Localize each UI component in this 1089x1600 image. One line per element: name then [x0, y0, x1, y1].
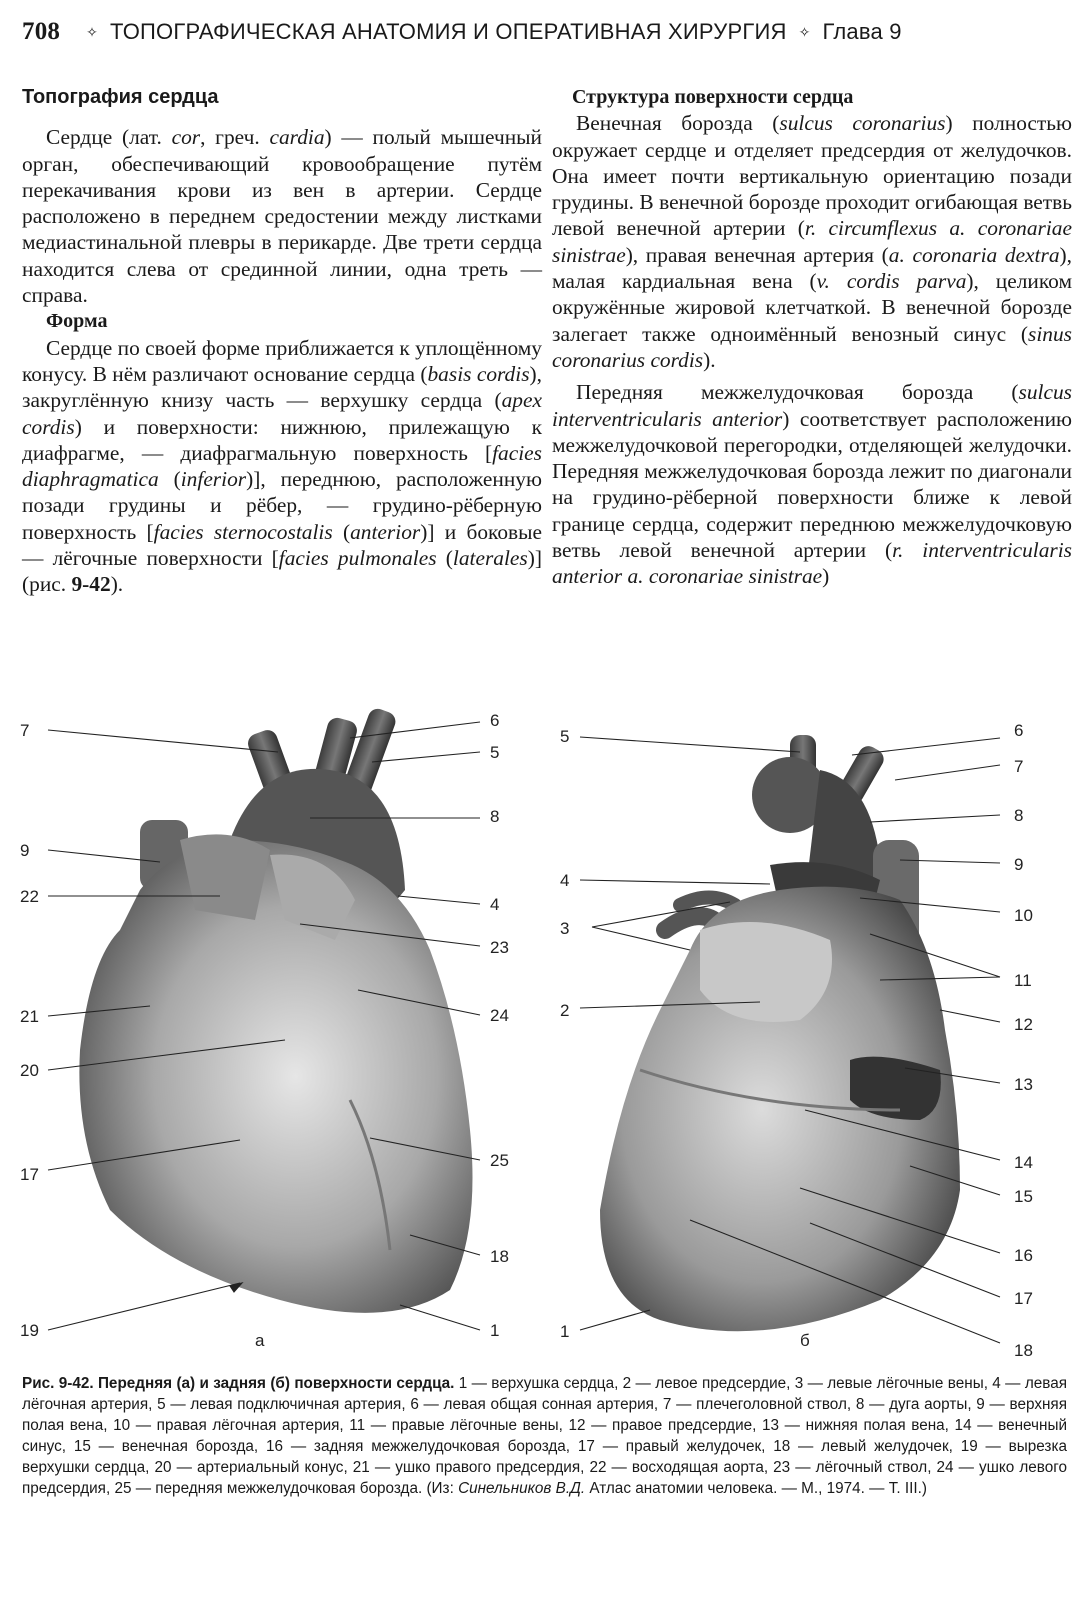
- caption-source-author: Синельников В.Д.: [458, 1480, 586, 1497]
- page-header: [22, 18, 1049, 58]
- label-b-12: 12: [1014, 1015, 1033, 1034]
- label-a-18: 18: [490, 1247, 509, 1266]
- label-b-14: 14: [1014, 1153, 1033, 1172]
- label-b-6: 6: [1014, 721, 1024, 740]
- label-a-21: 21: [20, 1007, 39, 1026]
- subsection-title-form: Форма: [46, 310, 108, 333]
- subsection-title-surface: Структура поверхности сердца: [572, 86, 854, 108]
- paragraph-heart-form: Сердце по своей форме приближается к уплощённому конусу. В нём различают основание сердца (basis cordis), закруглённую книзу часть — верхушку сердца (apex cordis) и поверхности: нижнюю, прилежащую к диафрагме, — диафрагмальную поверхность [facies diaphragmatica (inferior)], переднюю, расположенную позади грудины и рёбер, — грудино-рёберную поверхность [facies sternocostalis (anterior)] и боковые — лёгочные поверхности [facies pulmonales (laterales)] (рис. 9-42).: [22, 335, 543, 597]
- caption-title: Рис. 9-42. Передняя (а) и задняя (б) поверхности сердца.: [22, 1375, 455, 1392]
- figure-caption: [22, 1373, 1067, 1499]
- paragraph-heart-topography: Сердце (лат. cor, греч. cardia) — полый мышечный орган, обеспечивающий кровообращение путём перекачивания крови из вен в артерии. Сердце расположено в переднем средостении между листками медиастинальной плевры в перикарде. Две трети сердца находится слева от срединной линии, одна треть — справа.: [22, 125, 542, 308]
- label-a-19: 19: [20, 1321, 39, 1340]
- diamond-icon: ✧: [86, 24, 99, 40]
- paragraph-interventricular-sulcus: Передняя межжелудочковая борозда (sulcus interventricularis anterior) соответствует расположению межжелудочковой перегородки, отделяющей желудочки. Передняя межжелудочковая борозда лежит по диагонали на грудино-рёберной поверхности ближе к левой границе сердца, содержит переднюю межжелудочковую ветвь левой венечной артерии (r. interventricularis anterior a. coronariae sinistrae): [552, 380, 1072, 589]
- label-b-17: 17: [1014, 1289, 1033, 1308]
- label-b-8: 8: [1014, 806, 1024, 825]
- label-b-15: 15: [1014, 1187, 1033, 1206]
- right-column: [552, 84, 1072, 590]
- caption-text: 1 — верхушка сердца, 2 — левое предсердие, 3 — левые лёгочные вены, 4 — левая лёгочная артерия, 5 — левая подключичная артерия, 6 — левая общая сонная артерия, 7 — плечеголовной ствол, 8 — дуга аорты, 9 — верхняя полая вена, 10 — правая лёгочная артерия, 11 — правые лёгочные вены, 12 — правое предсердие, 13 — нижняя полая вена, 14 — венечный синус, 15 — венечная борозда, 16 — задняя межжелудочковая борозда, 17 — правый желудочек, 18 — левый желудочек, 19 — вырезка верхушки сердца, 20 — артериальный конус, 21 — ушко правого предсердия, 22 — восходящая аорта, 23 — лёгочный ствол, 24 — ушко левого предсердия, 25 — передняя межжелудочковая борозда. (Из:: [22, 1375, 1067, 1497]
- page-number: 708: [22, 18, 61, 45]
- panel-b-letter: б: [800, 1331, 810, 1350]
- label-b-2: 2: [560, 1001, 570, 1020]
- label-a-17: 17: [20, 1165, 39, 1184]
- running-title: ТОПОГРАФИЧЕСКАЯ АНАТОМИЯ И ОПЕРАТИВНАЯ ХИРУРГИЯ: [110, 19, 787, 44]
- label-b-4: 4: [560, 871, 570, 890]
- label-b-11: 11: [1014, 971, 1032, 990]
- left-column: [22, 84, 542, 598]
- label-b-3: 3: [560, 919, 570, 938]
- label-a-24: 24: [490, 1006, 509, 1025]
- label-b-7: 7: [1014, 757, 1024, 776]
- panel-a-letter: а: [255, 1331, 265, 1350]
- label-b-13: 13: [1014, 1075, 1033, 1094]
- label-a-25: 25: [490, 1151, 509, 1170]
- label-a-6: 6: [490, 711, 500, 730]
- chapter-label: Глава 9: [822, 19, 902, 44]
- caption-source: Атлас анатомии человека. — М., 1974. — Т. III.): [585, 1480, 927, 1497]
- paragraph-coronary-sulcus: Венечная борозда (sulcus coronarius) полностью окружает сердце и отделяет предсердия от желудочков. Она имеет почти вертикальную ориентацию позади грудины. В венечной борозде проходит огибающая ветвь левой венечной артерии (r. circumflexus a. coronariae sinistrae), правая венечная артерия (a. coronaria dextra), малая кардиальная вена (v. cordis parva), целиком окружённые жировой клетчаткой. В венечной борозде залегает также одноимённый венозный синус (sinus coronarius cordis).: [552, 111, 1073, 372]
- label-b-1: 1: [560, 1322, 570, 1341]
- label-b-18: 18: [1014, 1341, 1033, 1360]
- heart-figure: [0, 690, 1089, 1370]
- label-b-5: 5: [560, 727, 570, 746]
- section-title: Топография сердца: [22, 86, 219, 108]
- label-a-4: 4: [490, 895, 500, 914]
- label-b-16: 16: [1014, 1246, 1033, 1265]
- diamond-icon: ✧: [798, 24, 811, 40]
- label-a-22: 22: [20, 887, 39, 906]
- label-a-20: 20: [20, 1061, 39, 1080]
- label-a-23: 23: [490, 938, 509, 957]
- label-a-1: 1: [490, 1321, 500, 1340]
- label-b-9: 9: [1014, 855, 1024, 874]
- label-b-10: 10: [1014, 906, 1033, 925]
- label-a-9: 9: [20, 841, 30, 860]
- label-a-8: 8: [490, 807, 500, 826]
- label-a-5: 5: [490, 743, 500, 762]
- label-a-7: 7: [20, 721, 30, 740]
